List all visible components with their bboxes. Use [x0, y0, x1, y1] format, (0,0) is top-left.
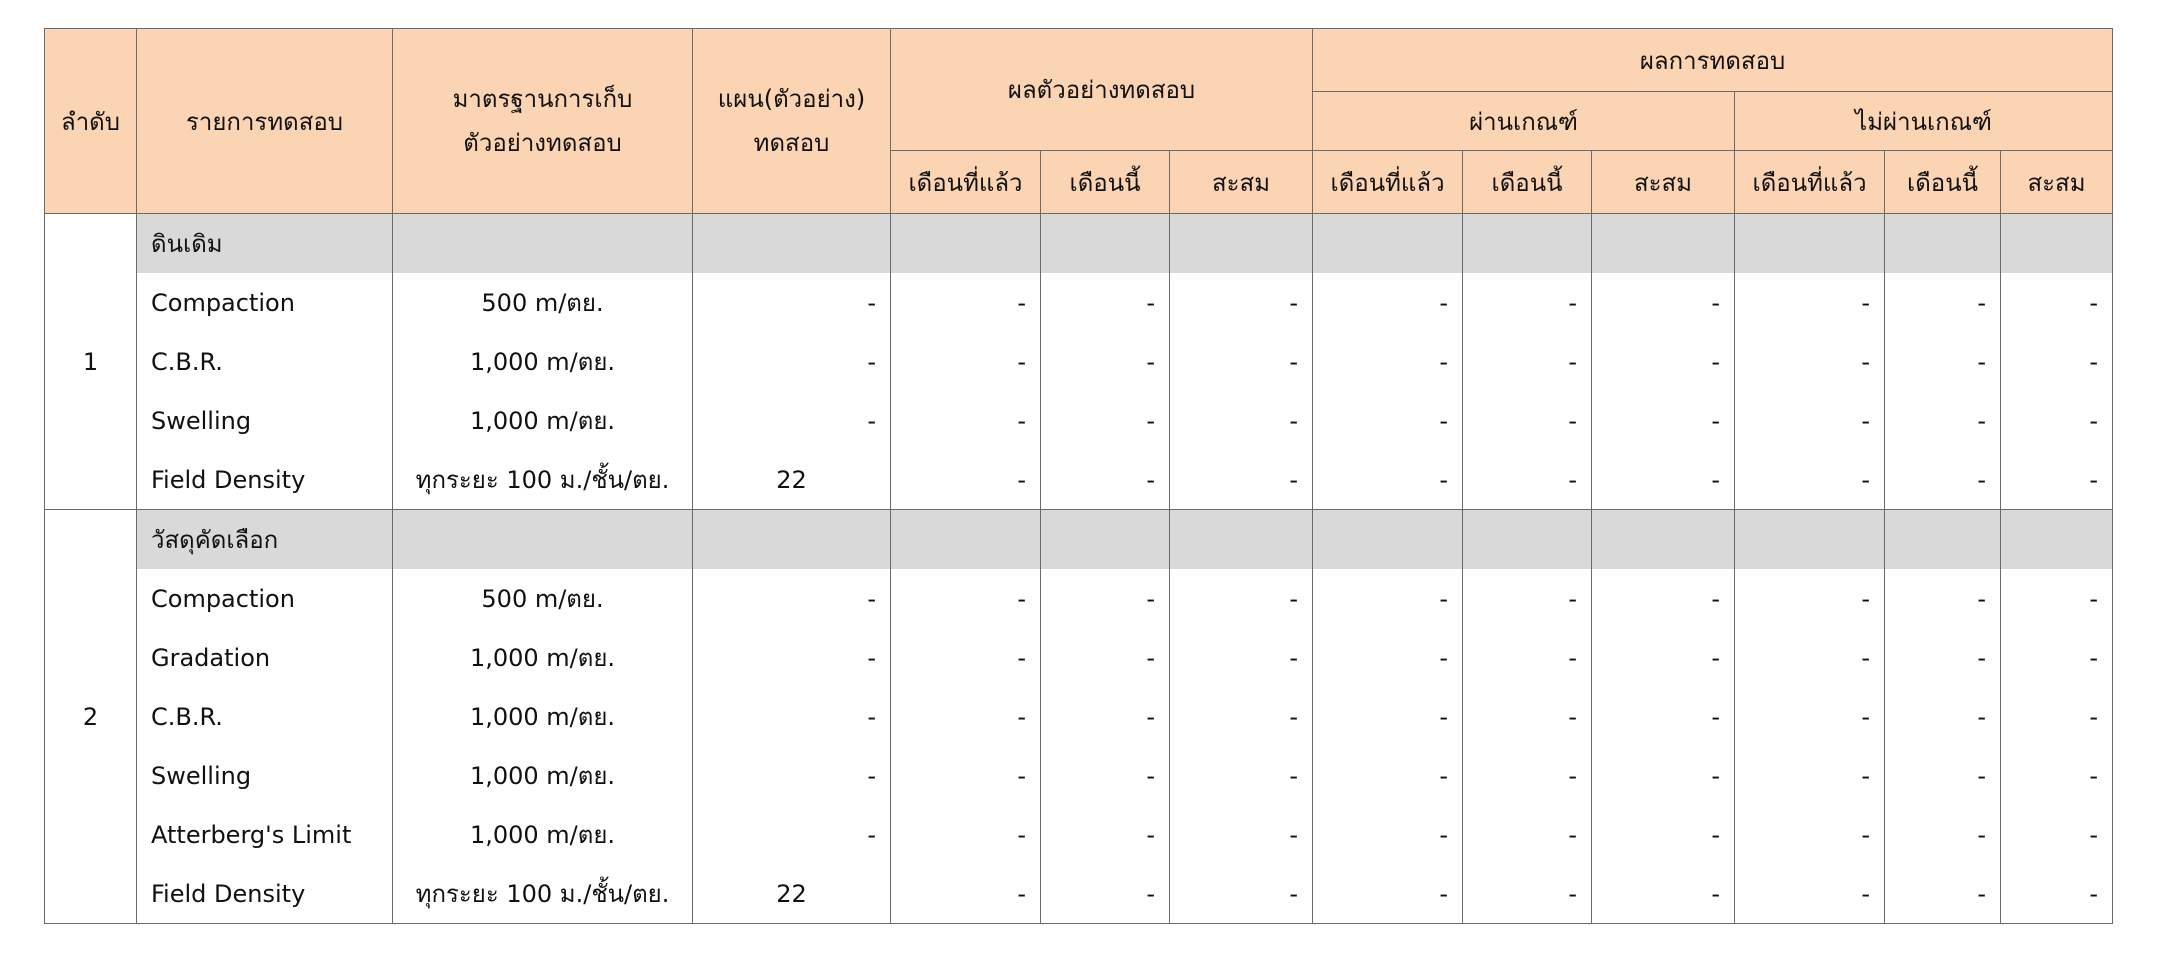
header-plan-line2: ทดสอบ	[753, 129, 830, 157]
group-fill-cell	[1735, 510, 1885, 570]
planned-samples: -	[693, 805, 891, 864]
result-value: -	[891, 391, 1041, 450]
result-value: -	[1735, 273, 1885, 332]
result-value: -	[1041, 687, 1170, 746]
test-item-name: Field Density	[137, 864, 393, 924]
header-standard-line2: ตัวอย่างทดสอบ	[463, 129, 622, 157]
header-fail-last-month: เดือนที่แล้ว	[1735, 151, 1885, 214]
group-fill-cell	[1463, 510, 1592, 570]
result-value: -	[1041, 864, 1170, 924]
result-value: -	[1735, 450, 1885, 510]
group-title: ดินเดิม	[137, 214, 393, 274]
header-item: รายการทดสอบ	[137, 29, 393, 214]
group-fill-cell	[1313, 214, 1463, 274]
group-sequence-number: 2	[45, 510, 137, 924]
result-value: -	[1885, 391, 2001, 450]
group-fill-cell	[693, 214, 891, 274]
result-value: -	[1313, 273, 1463, 332]
planned-samples: -	[693, 391, 891, 450]
group-fill-cell	[891, 214, 1041, 274]
result-value: -	[1041, 450, 1170, 510]
group-fill-cell	[1885, 510, 2001, 570]
header-seq: ลำดับ	[45, 29, 137, 214]
result-value: -	[1041, 332, 1170, 391]
header-pass-cumulative: สะสม	[1592, 151, 1735, 214]
group-fill-cell	[1592, 214, 1735, 274]
result-value: -	[1170, 332, 1313, 391]
header-samples-last-month: เดือนที่แล้ว	[891, 151, 1041, 214]
test-item-name: Field Density	[137, 450, 393, 510]
group-fill-cell	[1592, 510, 1735, 570]
header-results: ผลการทดสอบ	[1313, 29, 2113, 92]
planned-samples: -	[693, 273, 891, 332]
test-item-name: Compaction	[137, 273, 393, 332]
group-fill-cell	[1041, 214, 1170, 274]
test-item-name: C.B.R.	[137, 332, 393, 391]
result-value: -	[1170, 273, 1313, 332]
sampling-standard: ทุกระยะ 100 ม./ชั้น/ตย.	[393, 864, 693, 924]
result-value: -	[1735, 391, 1885, 450]
test-item-name: Swelling	[137, 391, 393, 450]
sampling-standard: 500 m/ตย.	[393, 569, 693, 628]
result-value: -	[1735, 687, 1885, 746]
result-value: -	[891, 864, 1041, 924]
group-fill-cell	[393, 510, 693, 570]
table-body	[45, 214, 2113, 924]
result-value: -	[1170, 628, 1313, 687]
result-value: -	[1885, 628, 2001, 687]
table-row	[45, 391, 2113, 450]
result-value: -	[891, 746, 1041, 805]
table-row	[45, 805, 2113, 864]
test-report-sheet	[44, 28, 2113, 924]
planned-samples: -	[693, 569, 891, 628]
result-value: -	[2001, 805, 2113, 864]
table-row	[45, 628, 2113, 687]
header-pass: ผ่านเกณฑ์	[1313, 92, 1735, 151]
result-value: -	[2001, 569, 2113, 628]
group-row	[45, 214, 2113, 274]
group-sequence-number: 1	[45, 214, 137, 510]
result-value: -	[1592, 450, 1735, 510]
sampling-standard: ทุกระยะ 100 ม./ชั้น/ตย.	[393, 450, 693, 510]
test-item-name: C.B.R.	[137, 687, 393, 746]
sampling-standard: 1,000 m/ตย.	[393, 628, 693, 687]
result-value: -	[1592, 746, 1735, 805]
result-value: -	[1041, 273, 1170, 332]
header-fail-this-month: เดือนนี้	[1885, 151, 2001, 214]
result-value: -	[1463, 864, 1592, 924]
result-value: -	[1735, 569, 1885, 628]
result-value: -	[1463, 746, 1592, 805]
header-pass-last-month: เดือนที่แล้ว	[1313, 151, 1463, 214]
header-standard	[393, 29, 693, 214]
result-value: -	[1735, 864, 1885, 924]
planned-samples: 22	[693, 450, 891, 510]
result-value: -	[1313, 450, 1463, 510]
table-row	[45, 332, 2113, 391]
result-value: -	[1592, 805, 1735, 864]
result-value: -	[891, 569, 1041, 628]
result-value: -	[1885, 805, 2001, 864]
sampling-standard: 1,000 m/ตย.	[393, 805, 693, 864]
result-value: -	[1885, 332, 2001, 391]
result-value: -	[1313, 628, 1463, 687]
result-value: -	[1170, 569, 1313, 628]
result-value: -	[1170, 864, 1313, 924]
group-fill-cell	[1170, 214, 1313, 274]
result-value: -	[1041, 391, 1170, 450]
result-value: -	[1735, 746, 1885, 805]
result-value: -	[1592, 687, 1735, 746]
group-fill-cell	[2001, 510, 2113, 570]
sampling-standard: 1,000 m/ตย.	[393, 391, 693, 450]
result-value: -	[1313, 332, 1463, 391]
result-value: -	[1592, 864, 1735, 924]
table-row	[45, 864, 2113, 924]
result-value: -	[1041, 746, 1170, 805]
result-value: -	[1735, 628, 1885, 687]
result-value: -	[1313, 805, 1463, 864]
result-value: -	[1463, 273, 1592, 332]
result-value: -	[1885, 864, 2001, 924]
result-value: -	[1735, 805, 1885, 864]
table-row	[45, 450, 2113, 510]
test-item-name: Compaction	[137, 569, 393, 628]
sampling-standard: 1,000 m/ตย.	[393, 687, 693, 746]
result-value: -	[1041, 569, 1170, 628]
result-value: -	[891, 628, 1041, 687]
test-item-name: Gradation	[137, 628, 393, 687]
result-value: -	[1592, 332, 1735, 391]
test-item-name: Atterberg's Limit	[137, 805, 393, 864]
planned-samples: -	[693, 628, 891, 687]
result-value: -	[1592, 628, 1735, 687]
result-value: -	[1313, 687, 1463, 746]
result-value: -	[1463, 391, 1592, 450]
result-value: -	[1463, 450, 1592, 510]
result-value: -	[1170, 805, 1313, 864]
result-value: -	[1885, 746, 2001, 805]
result-value: -	[1592, 569, 1735, 628]
header-samples-this-month: เดือนนี้	[1041, 151, 1170, 214]
planned-samples: -	[693, 746, 891, 805]
planned-samples: -	[693, 687, 891, 746]
result-value: -	[1170, 746, 1313, 805]
group-fill-cell	[1313, 510, 1463, 570]
result-value: -	[891, 687, 1041, 746]
result-value: -	[1041, 628, 1170, 687]
result-value: -	[1885, 569, 2001, 628]
result-value: -	[1735, 332, 1885, 391]
group-row	[45, 510, 2113, 570]
test-results-table	[44, 28, 2113, 924]
result-value: -	[2001, 332, 2113, 391]
table-row	[45, 687, 2113, 746]
result-value: -	[2001, 746, 2113, 805]
group-fill-cell	[393, 214, 693, 274]
header-fail-cumulative: สะสม	[2001, 151, 2113, 214]
group-fill-cell	[693, 510, 891, 570]
result-value: -	[1592, 391, 1735, 450]
table-row	[45, 746, 2113, 805]
group-fill-cell	[1041, 510, 1170, 570]
result-value: -	[1170, 450, 1313, 510]
result-value: -	[1313, 391, 1463, 450]
group-fill-cell	[2001, 214, 2113, 274]
result-value: -	[2001, 864, 2113, 924]
header-plan	[693, 29, 891, 214]
result-value: -	[891, 332, 1041, 391]
result-value: -	[1170, 687, 1313, 746]
result-value: -	[1885, 273, 2001, 332]
result-value: -	[2001, 391, 2113, 450]
result-value: -	[1885, 450, 2001, 510]
result-value: -	[1463, 805, 1592, 864]
planned-samples: 22	[693, 864, 891, 924]
sampling-standard: 500 m/ตย.	[393, 273, 693, 332]
result-value: -	[2001, 273, 2113, 332]
result-value: -	[1885, 687, 2001, 746]
result-value: -	[2001, 628, 2113, 687]
result-value: -	[1041, 805, 1170, 864]
result-value: -	[2001, 450, 2113, 510]
result-value: -	[891, 805, 1041, 864]
result-value: -	[1592, 273, 1735, 332]
result-value: -	[1463, 687, 1592, 746]
table-row	[45, 569, 2113, 628]
table-row	[45, 273, 2113, 332]
group-fill-cell	[1735, 214, 1885, 274]
result-value: -	[1463, 569, 1592, 628]
group-fill-cell	[1885, 214, 2001, 274]
result-value: -	[1463, 628, 1592, 687]
sampling-standard: 1,000 m/ตย.	[393, 332, 693, 391]
header-samples: ผลตัวอย่างทดสอบ	[891, 29, 1313, 151]
planned-samples: -	[693, 332, 891, 391]
result-value: -	[891, 273, 1041, 332]
result-value: -	[2001, 687, 2113, 746]
result-value: -	[1463, 332, 1592, 391]
group-fill-cell	[891, 510, 1041, 570]
result-value: -	[1170, 391, 1313, 450]
result-value: -	[1313, 746, 1463, 805]
header-pass-this-month: เดือนนี้	[1463, 151, 1592, 214]
group-title: วัสดุคัดเลือก	[137, 510, 393, 570]
header-samples-cumulative: สะสม	[1170, 151, 1313, 214]
result-value: -	[891, 450, 1041, 510]
result-value: -	[1313, 864, 1463, 924]
header-plan-line1: แผน(ตัวอย่าง)	[717, 85, 866, 113]
test-item-name: Swelling	[137, 746, 393, 805]
header-standard-line1: มาตรฐานการเก็บ	[452, 85, 633, 113]
table-header	[45, 29, 2113, 214]
group-fill-cell	[1463, 214, 1592, 274]
group-fill-cell	[1170, 510, 1313, 570]
header-fail: ไม่ผ่านเกณฑ์	[1735, 92, 2113, 151]
sampling-standard: 1,000 m/ตย.	[393, 746, 693, 805]
result-value: -	[1313, 569, 1463, 628]
